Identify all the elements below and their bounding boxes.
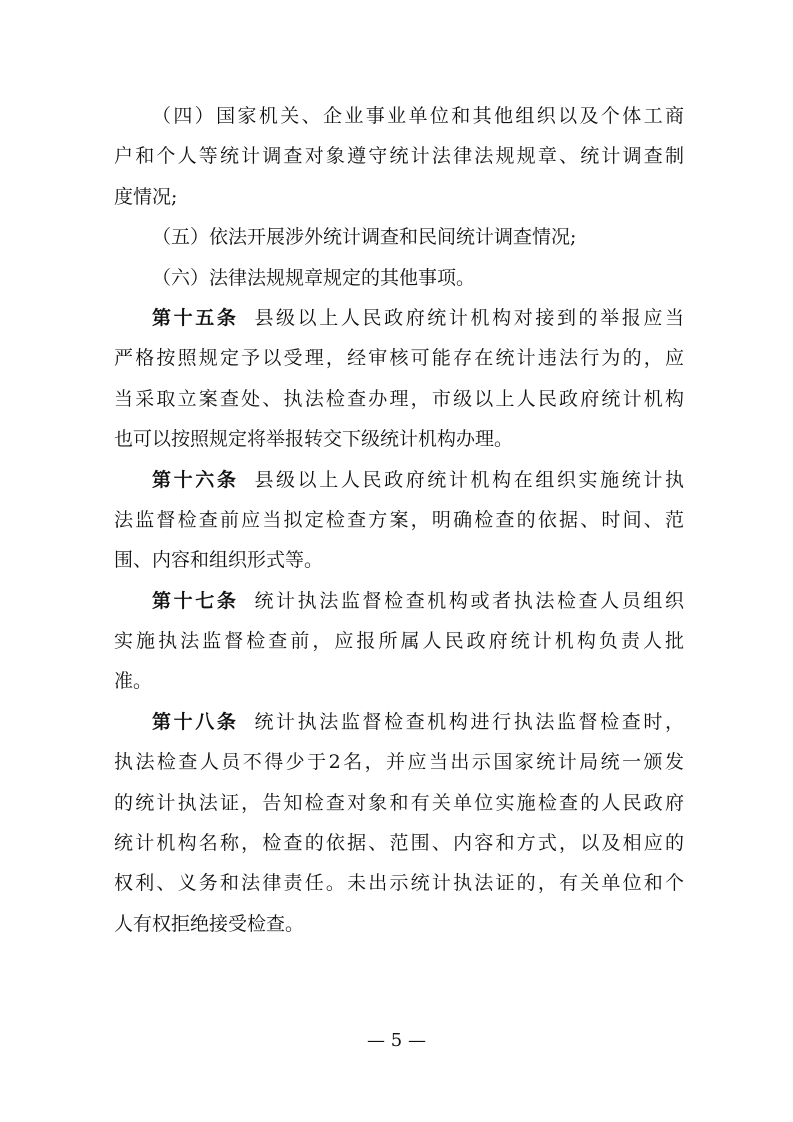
line-text: 法监督检查前应当拟定检查方案，明确检查的依据、时间、范 (114, 508, 684, 531)
line-text: 户和个人等统计调查对象遵守统计法律法规规章、统计调查制 (114, 145, 684, 168)
text-line (114, 823, 684, 863)
article-paragraph (114, 298, 684, 460)
text-line (114, 379, 684, 419)
text-line (114, 177, 684, 217)
line-text: 也可以按照规定将举报转交下级统计机构办理。 (114, 428, 514, 451)
line-text: 统计执法监督检查机构或者执法检查人员组织 (254, 589, 684, 612)
line-text: 权利、义务和法律责任。未出示统计执法证的，有关单位和个 (114, 872, 684, 895)
line-text: 统计机构名称，检查的依据、范围、内容和方式，以及相应的 (114, 832, 684, 855)
line-text: 准。 (114, 670, 153, 693)
article-number: 第十六条 (152, 468, 239, 491)
text-line (114, 540, 684, 580)
text-line (114, 338, 684, 378)
text-line (114, 783, 684, 823)
line-text: 严格按照规定予以受理，经审核可能存在统计违法行为的，应 (114, 347, 684, 370)
line-text: 执法检查人员不得少于2名，并应当出示国家统计局统一颁发 (114, 751, 684, 774)
text-line (114, 460, 684, 500)
text-line (114, 661, 684, 701)
text-line (114, 621, 684, 661)
article-number: 第十八条 (152, 710, 239, 733)
line-text: 人有权拒绝接受检查。 (114, 912, 305, 935)
text-line (114, 258, 684, 298)
page-number: — 5 — (367, 1030, 426, 1051)
line-text: 度情况; (114, 185, 178, 208)
text-line (114, 96, 684, 136)
list-paragraph (114, 217, 684, 257)
line-text: 实施执法监督检查前，应报所属人民政府统计机构负责人批 (114, 630, 684, 653)
line-text: 县级以上人民政府统计机构对接到的举报应当 (254, 306, 684, 329)
text-line (114, 217, 684, 257)
line-text: 围、内容和组织形式等。 (114, 549, 324, 572)
text-line (114, 581, 684, 621)
line-text: （五）依法开展涉外统计调查和民间统计调查情况; (152, 226, 577, 249)
line-text: 的统计执法证，告知检查对象和有关单位实施检查的人民政府 (114, 791, 684, 814)
list-paragraph (114, 96, 684, 217)
article-number: 第十七条 (152, 589, 239, 612)
text-line (114, 500, 684, 540)
article-paragraph (114, 460, 684, 581)
text-line (114, 863, 684, 903)
text-line (114, 702, 684, 742)
text-line (114, 742, 684, 782)
list-paragraph (114, 258, 684, 298)
line-text: （四）国家机关、企业事业单位和其他组织以及个体工商 (152, 105, 684, 127)
text-line (114, 136, 684, 176)
article-paragraph (114, 702, 684, 944)
line-text: 统计执法监督检查机构进行执法监督检查时， (254, 710, 684, 733)
document-body (114, 96, 684, 944)
line-text: 县级以上人民政府统计机构在组织实施统计执 (254, 468, 684, 491)
text-line (114, 298, 684, 338)
text-line (114, 904, 684, 944)
line-text: （六）法律法规规章规定的其他事项。 (152, 266, 476, 289)
article-paragraph (114, 581, 684, 702)
article-number: 第十五条 (152, 306, 239, 329)
line-text: 当采取立案查处、执法检查办理，市级以上人民政府统计机构 (114, 387, 684, 410)
text-line (114, 419, 684, 459)
